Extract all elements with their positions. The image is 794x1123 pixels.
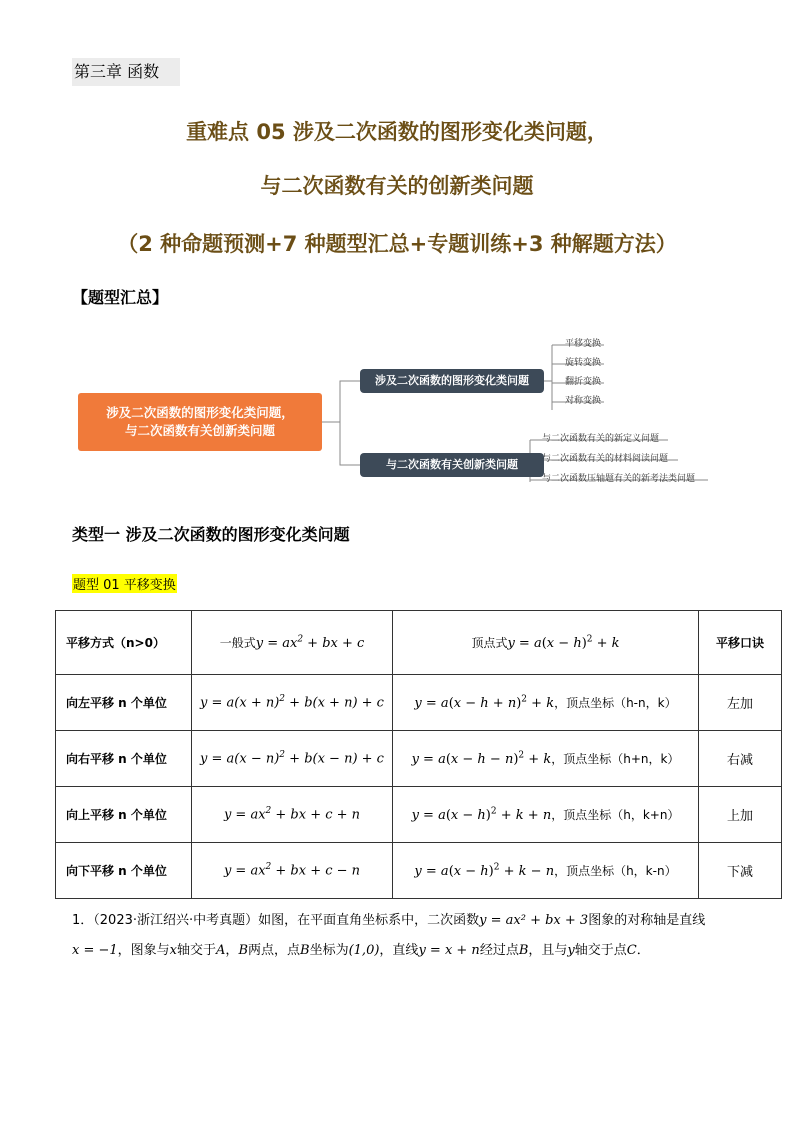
mind-map-root xyxy=(78,393,322,451)
header-rhyme: 平移口诀 xyxy=(699,611,782,675)
header-method: 平移方式（n>0） xyxy=(56,611,192,675)
mind-map-leaf-rotation: 旋转变换 xyxy=(565,358,602,368)
row-method: 向右平移 n 个单位 xyxy=(56,731,192,787)
problem-formula: y = x + n xyxy=(418,943,480,958)
mind-map-root-line1: 涉及二次函数的图形变化类问题， xyxy=(106,405,294,420)
problem-formula: C xyxy=(626,943,637,958)
title-line-3: （2 种命题预测+7 种题型汇总+专题训练+3 种解题方法） xyxy=(117,232,677,256)
problem-text: 坐标为 xyxy=(309,943,349,958)
summary-heading: 【题型汇总】 xyxy=(72,288,169,307)
row-vertex-note: ，顶点坐标（h，k-n） xyxy=(554,864,677,878)
row-rhyme: 右减 xyxy=(699,731,782,787)
mind-map-root-line2: 与二次函数有关创新类问题 xyxy=(124,423,275,438)
translation-table xyxy=(55,610,782,899)
table-header-row xyxy=(56,611,782,675)
problem-text: 轴交于点 xyxy=(574,943,627,958)
row-rhyme: 上加 xyxy=(699,787,782,843)
header-vertex-form: 顶点式$y = a(x - h)^2 + k$ xyxy=(393,611,699,675)
problem-formula: A xyxy=(216,943,226,958)
problem-text: 如图，在平面直角坐标系中，二次函数 xyxy=(258,913,480,928)
row-method: 向上平移 n 个单位 xyxy=(56,787,192,843)
row-vertex-note: ，顶点坐标（h+n，k） xyxy=(551,752,680,766)
problem-text: 两点，点 xyxy=(248,943,301,958)
table-row xyxy=(56,731,782,787)
mind-map-leaf-translation: 平移变换 xyxy=(565,339,602,349)
row-vertex-note: ，顶点坐标（h，k+n） xyxy=(551,808,680,822)
row-general-formula: $y = ax^2$ + bx + c + n xyxy=(192,787,393,843)
row-general-formula: $y = a(x - n)^2 + b(x - n) + c$ xyxy=(192,731,393,787)
row-general-formula: $y = ax^2$ + bx + c − n xyxy=(192,843,393,899)
problem-formula: x xyxy=(169,943,178,958)
problem-text: ，直线 xyxy=(379,943,419,958)
table-row xyxy=(56,787,782,843)
problem-formula: y xyxy=(567,943,575,958)
row-rhyme: 左加 xyxy=(699,675,782,731)
problem-1: 1．（2023·浙江绍兴·中考真题）如图，在平面直角坐标系中，二次函数y = ax² + bx + 3图象的对称轴是直线 x = −1，图象与x轴交于A，B两点，点B坐标为(1,0)，直线y = x + n经过点B，且与y轴交于点C． xyxy=(72,913,706,958)
problem-text: ，图象与 xyxy=(117,943,170,958)
problem-formula: (1,0) xyxy=(348,943,380,958)
mind-map-leaf-symmetry: 对称变换 xyxy=(565,396,602,406)
chapter-label: 第三章 函数 xyxy=(72,58,180,86)
title-line-2: 与二次函数有关的创新类问题 xyxy=(260,174,534,198)
problem-text: 轴交于 xyxy=(177,943,217,958)
problem-text: 经过点 xyxy=(479,943,519,958)
row-rhyme: 下减 xyxy=(699,843,782,899)
header-vertex-label: 顶点式 xyxy=(471,636,508,650)
problem-formula: x = −1 xyxy=(72,943,118,958)
row-vertex-formula: $y = a(x - h - n)^2 + k$，顶点坐标（h+n，k） xyxy=(393,731,699,787)
problem-source: （2023·浙江绍兴·中考真题） xyxy=(93,913,259,928)
header-general-form: 一般式$y = ax^2$ + bx + c xyxy=(192,611,393,675)
mind-map-leaf-new-exam: 与二次函数压轴题有关的新考法类问题 xyxy=(542,474,696,484)
problem-formula: B xyxy=(518,943,529,958)
mind-map-leaf-material-reading: 与二次函数有关的材料阅读问题 xyxy=(542,454,669,464)
problem-formula: B xyxy=(300,943,310,958)
row-vertex-formula: $y = a(x - h + n)^2 + k$，顶点坐标（h-n，k） xyxy=(393,675,699,731)
problem-formula: B xyxy=(238,943,248,958)
problem-number: 1． xyxy=(72,913,94,928)
title-line-1: 重难点 05 涉及二次函数的图形变化类问题， xyxy=(186,120,608,144)
mind-map-branch-transform: 涉及二次函数的图形变化类问题 xyxy=(360,369,544,393)
type1-heading: 类型一 涉及二次函数的图形变化类问题 xyxy=(72,525,350,544)
row-method: 向下平移 n 个单位 xyxy=(56,843,192,899)
row-method: 向左平移 n 个单位 xyxy=(56,675,192,731)
problem-text: ，且与 xyxy=(528,943,568,958)
table-row xyxy=(56,675,782,731)
mind-map-branch-innovation: 与二次函数有关创新类问题 xyxy=(360,453,544,477)
row-general-formula: $y = a(x + n)^2 + b(x + n) + c$ xyxy=(192,675,393,731)
row-vertex-note: ，顶点坐标（h-n，k） xyxy=(554,696,677,710)
row-vertex-formula: $y = a(x - h)^2 + k + n$，顶点坐标（h，k+n） xyxy=(393,787,699,843)
mind-map-leaf-new-definition: 与二次函数有关的新定义问题 xyxy=(542,434,660,444)
header-general-label: 一般式 xyxy=(219,636,256,650)
problem-formula: y = ax² + bx + 3 xyxy=(479,913,589,928)
row-vertex-formula: $y = a(x - h)^2 + k - n$，顶点坐标（h，k-n） xyxy=(393,843,699,899)
mind-map-leaf-flip: 翻折变换 xyxy=(565,377,602,387)
table-row xyxy=(56,843,782,899)
subtype-label: 题型 01 平移变换 xyxy=(72,574,177,593)
problem-text: 图象的对称轴是直线 xyxy=(588,913,706,928)
